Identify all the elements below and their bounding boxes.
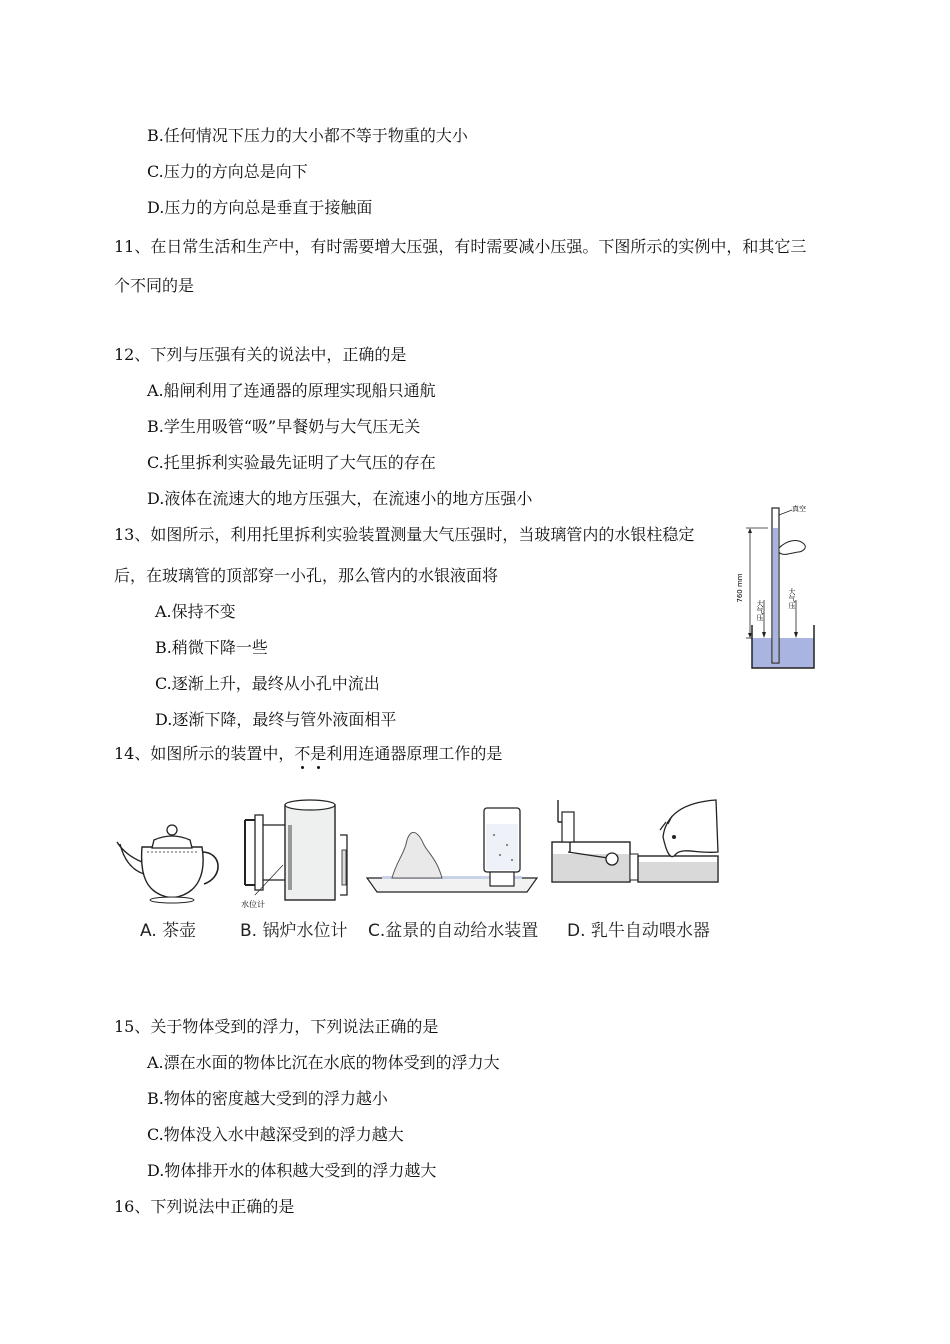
caption-b: B. 锅炉水位计 [240, 921, 348, 941]
q13-stem-line2: 后，在玻璃管的顶部穿一小孔，那么管内的水银液面将 [114, 566, 499, 585]
atm-label-left: 大气压 [756, 600, 764, 621]
boiler-gauge-figure [235, 795, 355, 913]
caption-d: D. 乳牛自动喂水器 [567, 921, 710, 941]
q12-stem: 12、下列与压强有关的说法中，正确的是 [114, 345, 407, 364]
q14-stem-pre: 14、如图所示的装置中， [114, 744, 295, 763]
cow-feeder-figure [548, 792, 720, 912]
vacuum-label: 真空 [792, 505, 806, 513]
atm-label-right: 大气压 [788, 588, 796, 609]
q13-option-c: C.逐渐上升，最终从小孔中流出 [155, 674, 380, 693]
torricelli-figure [732, 500, 832, 675]
q14-emphasis-2: 是 [310, 744, 327, 763]
q13-option-b: B.稍微下降一些 [155, 638, 268, 657]
q10-option-d: D.压力的方向总是垂直于接触面 [147, 198, 373, 217]
hand-icon [779, 541, 805, 555]
caption-c: C.盆景的自动给水装置 [368, 921, 539, 941]
caption-a: A. 茶壶 [140, 921, 197, 941]
teapot-figure [112, 812, 232, 912]
q13-option-d: D.逐渐下降，最终与管外液面相平 [155, 710, 397, 729]
q15-option-a: A.漂在水面的物体比沉在水底的物体受到的浮力大 [147, 1053, 500, 1072]
height-label: 760 mm [736, 573, 744, 603]
q12-option-a: A.船闸利用了连通器的原理实现船只通航 [147, 381, 436, 400]
q15-option-c: C.物体没入水中越深受到的浮力越大 [147, 1125, 404, 1144]
q13-stem-line1: 13、如图所示，利用托里拆利实验装置测量大气压强时，当玻璃管内的水银柱稳定 [114, 525, 695, 544]
bonsai-watering-figure [362, 800, 542, 912]
q11-stem-line2: 个不同的是 [114, 276, 195, 295]
q15-option-b: B.物体的密度越大受到的浮力越小 [147, 1089, 388, 1108]
q14-stem [114, 744, 502, 764]
q14-emphasis-1: 不 [294, 744, 311, 763]
q12-option-b: B.学生用吸管“吸”早餐奶与大气压无关 [147, 417, 421, 436]
q15-stem: 15、关于物体受到的浮力，下列说法正确的是 [114, 1017, 439, 1036]
q10-option-b: B.任何情况下压力的大小都不等于物重的大小 [147, 126, 468, 145]
q11-stem-line1: 11、在日常生活和生产中，有时需要增大压强，有时需要减小压强。下图所示的实例中，和其它三 [114, 237, 807, 256]
q12-option-c: C.托里拆利实验最先证明了大气压的存在 [147, 453, 436, 472]
basin-mercury [752, 638, 814, 668]
gauge-label: 水位计 [241, 900, 265, 909]
q15-option-d: D.物体排开水的体积越大受到的浮力越大 [147, 1161, 437, 1180]
q14-stem-post: 利用连通器原理工作的是 [326, 744, 503, 763]
q13-option-a: A.保持不变 [155, 602, 236, 621]
q10-option-c: C.压力的方向总是向下 [147, 162, 308, 181]
q12-option-d: D.液体在流速大的地方压强大，在流速小的地方压强小 [147, 489, 533, 508]
mercury-column [773, 528, 778, 662]
q16-stem: 16、下列说法中正确的是 [114, 1197, 295, 1216]
